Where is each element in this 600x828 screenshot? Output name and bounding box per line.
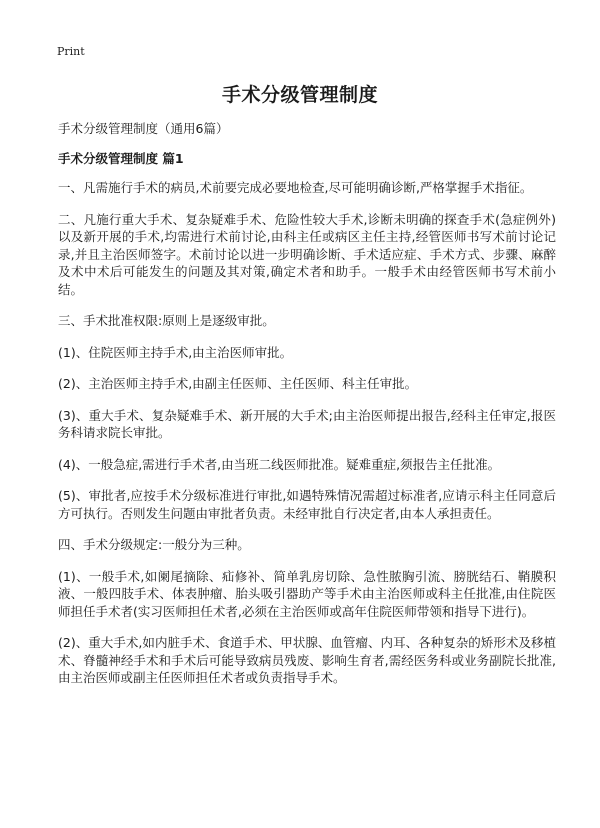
paragraph-7: (4)、一般急症,需进行手术者,由当班二线医师批准。疑难重症,须报告主任批准。 — [58, 456, 501, 472]
document-title: 手术分级管理制度 — [221, 84, 378, 106]
document-subtitle: 手术分级管理制度（通用6篇） — [58, 121, 229, 136]
paragraph-5: (2)、主治医师主持手术,由副主任医师、主任医师、科主任审批。 — [58, 376, 418, 391]
paragraph-11: (2)、重大手术,如内脏手术、食道手术、甲状腺、血管瘤、内耳、各种复杂的矫形术及移植术、脊髓神经手术和手术后可能导致病员残废、影响生育者,需经医务科或业务副院长批准,由主治医师或副主任医师担任术者或负责指导手术。 — [58, 635, 556, 685]
paragraph-3: 三、手术批准权限:原则上是逐级审批。 — [58, 313, 275, 328]
print-link[interactable]: Print — [57, 45, 85, 58]
paragraph-9: 四、手术分级规定:一般分为三种。 — [58, 537, 250, 552]
paragraph-8: (5)、审批者,应按手术分级标准进行审批,如遇特殊情况需超过标准者,应请示科主任同意后方可执行。否则发生问题由审批者负责。未经审批自行决定者,由本人承担责任。 — [58, 488, 556, 521]
paragraph-2: 二、凡施行重大手术、复杂疑难手术、危险性较大手术,诊断未明确的探查手术(急症例外)以及新开展的手术,均需进行术前讨论,由科主任或病区主任主持,经管医师书写术前讨论记录,并且主治医师签字。术前讨论以进一步明确诊断、手术适应症、手术方式、步骤、麻醉及术中术后可能发生的问题及其对策,确定术者和助手。一般手术由经管医师书写术前小结。 — [58, 211, 557, 297]
paragraph-10: (1)、一般手术,如阑尾摘除、疝修补、简单乳房切除、急性脓胸引流、膀胱结石、鞘膜积液、一般四肢手术、体表肿瘤、胎头吸引器助产等手术由主治医师或科主任批准,由住院医师担任手术者(实习医师担任术者,必须在主治医师或高年住院医师带领和指导下进行)。 — [58, 568, 556, 619]
document-body — [58, 120, 556, 701]
paragraph-1: 一、凡需施行手术的病员,术前要完成必要地检查,尽可能明确诊断,严格掌握手术指征。 — [58, 180, 533, 195]
paragraph-4: (1)、住院医师主持手术,由主治医师审批。 — [58, 344, 293, 360]
section-heading: 手术分级管理制度 篇1 — [58, 151, 184, 166]
paragraph-6: (3)、重大手术、复杂疑难手术、新开展的大手术;由主治医师提出报告,经科主任审定,报医务科请求院长审批。 — [58, 407, 556, 440]
